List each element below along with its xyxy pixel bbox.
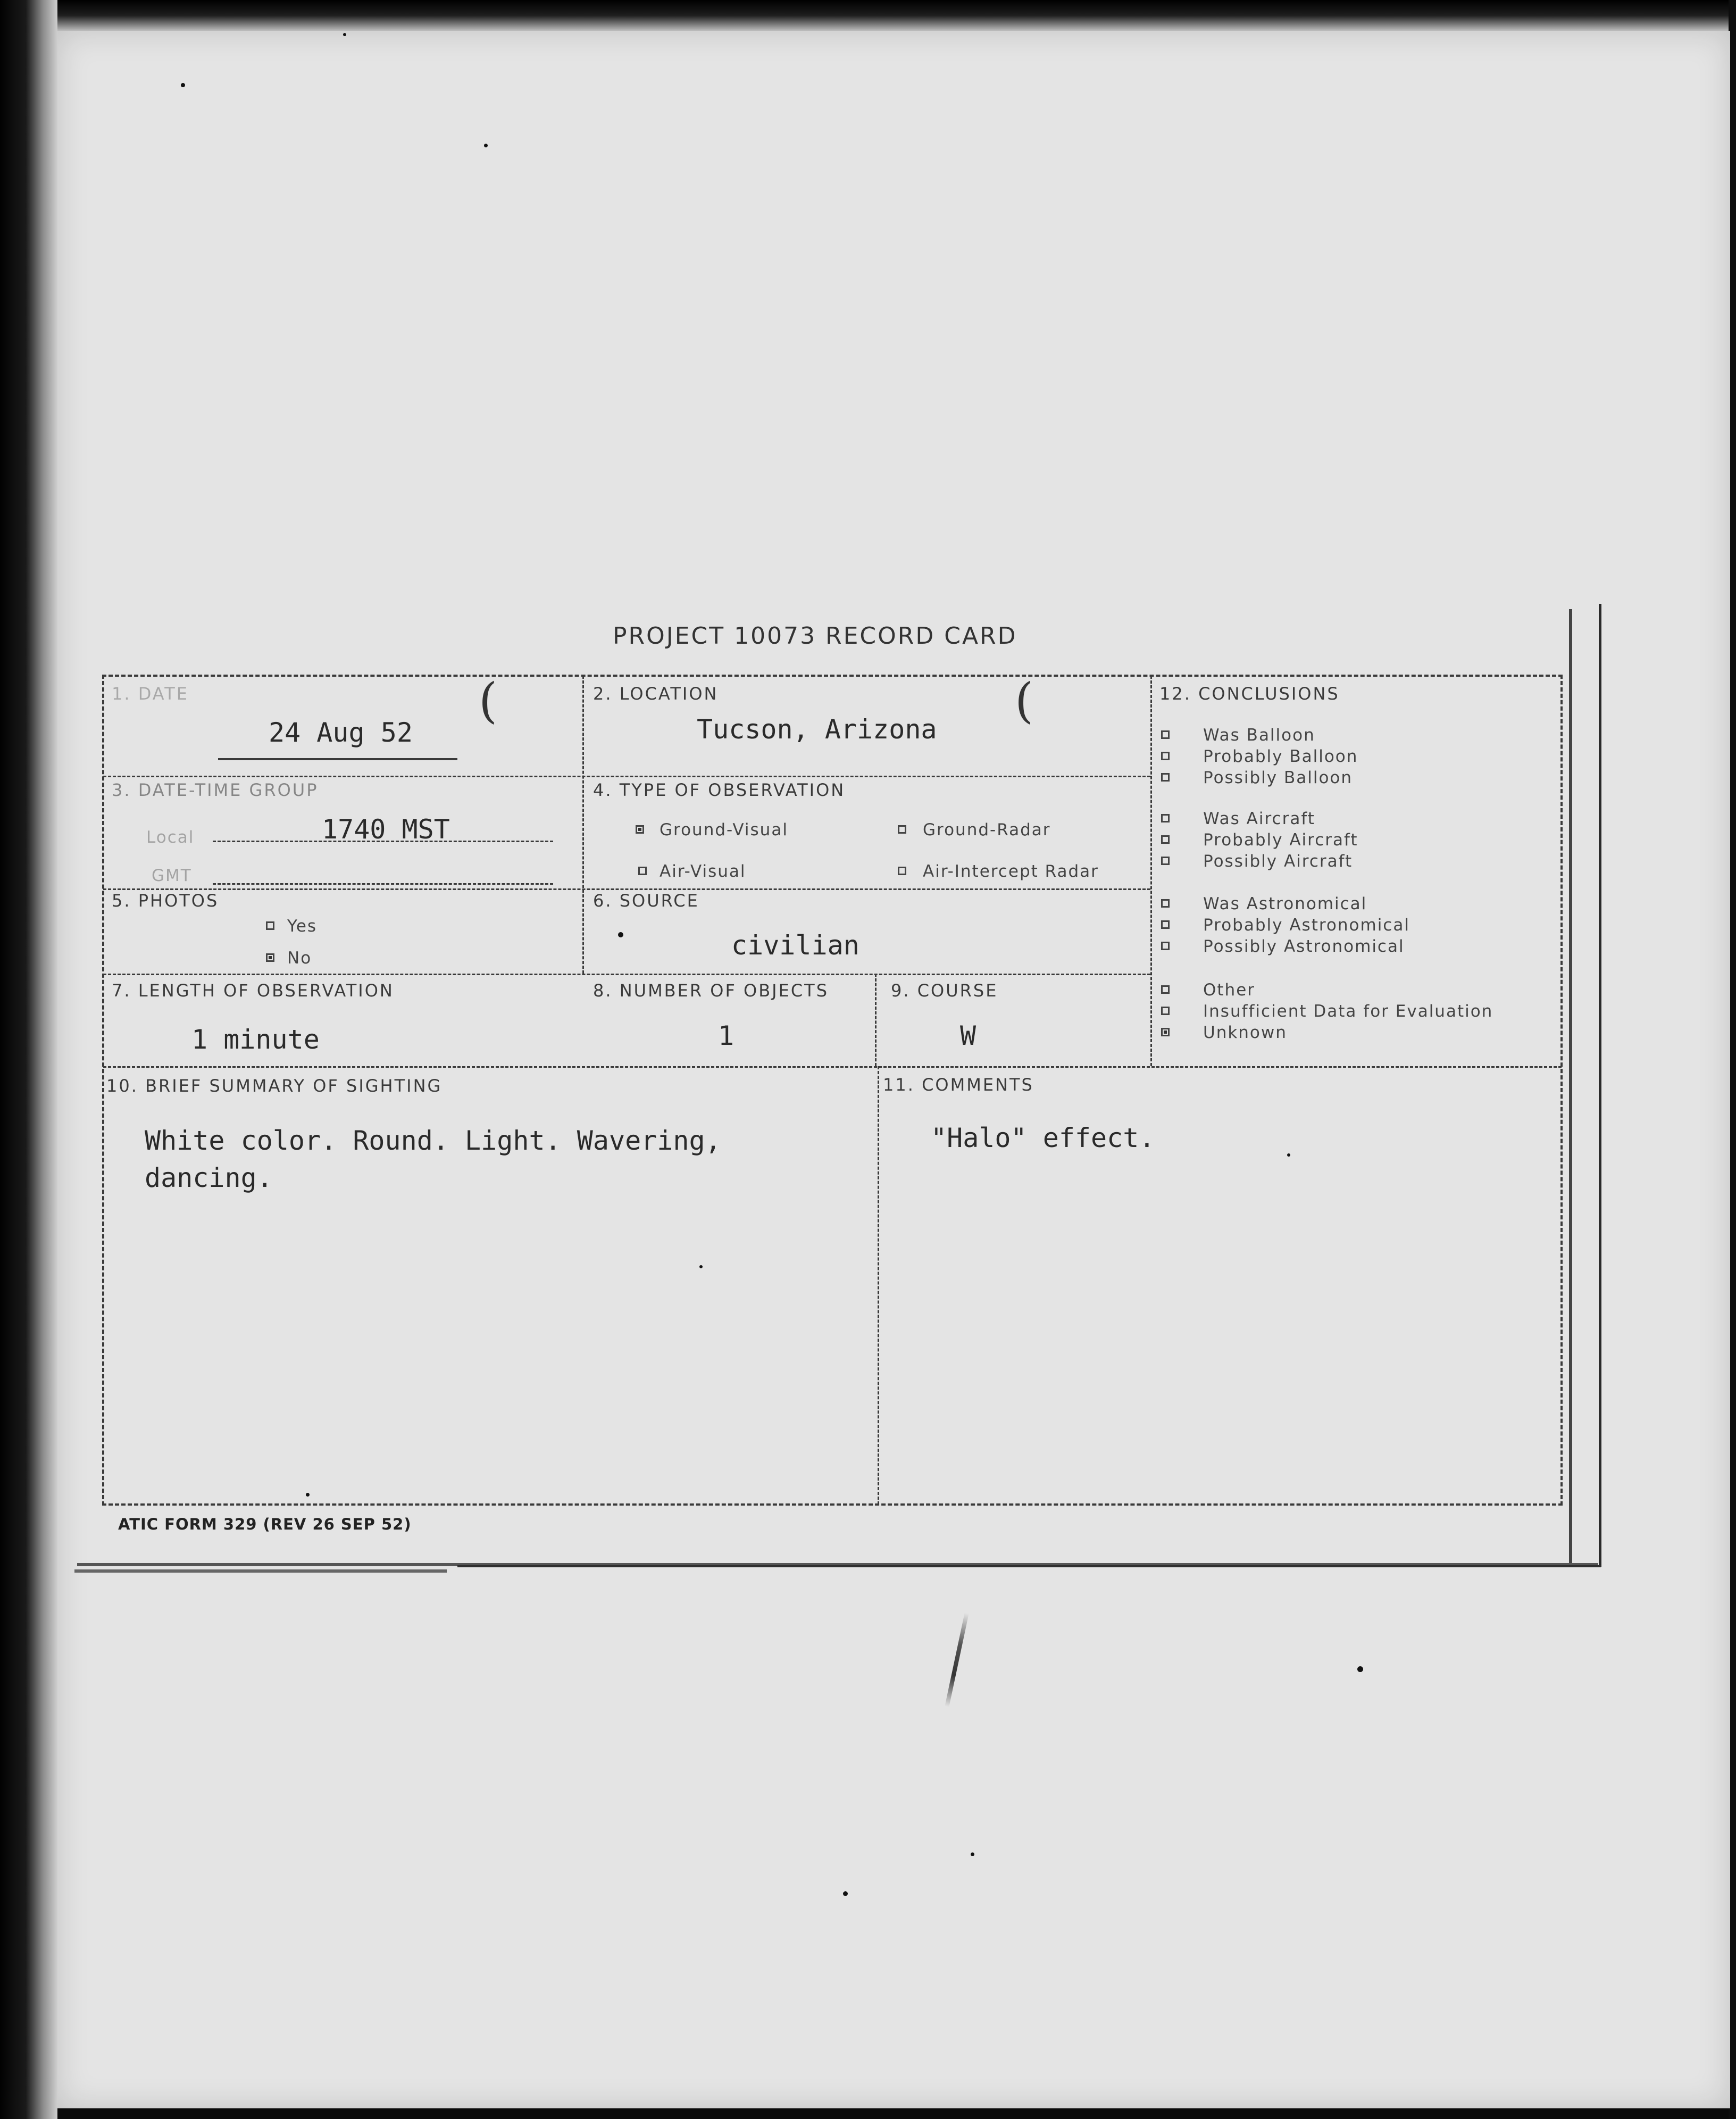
- paren-mark: (: [479, 673, 498, 729]
- course-label: 9. COURSE: [891, 980, 998, 1001]
- objects-value: 1: [718, 1020, 735, 1051]
- divider: [582, 676, 584, 974]
- divider: [103, 1066, 1562, 1068]
- checkbox-checked: [1161, 1028, 1170, 1036]
- conclusion-option: Probably Balloon: [1203, 747, 1358, 766]
- location-value: Tucson, Arizona: [697, 714, 937, 745]
- card-edge: [457, 1565, 1601, 1567]
- checkbox: [1161, 773, 1170, 782]
- conclusion-option: Probably Aircraft: [1203, 830, 1358, 850]
- checkbox: [898, 867, 906, 875]
- ink-dot: [306, 1493, 310, 1497]
- conclusion-option: Possibly Astronomical: [1203, 937, 1405, 956]
- checkbox: [898, 825, 906, 834]
- checkbox: [1161, 835, 1170, 844]
- location-label: 2. LOCATION: [593, 684, 719, 704]
- conclusion-option: Possibly Aircraft: [1203, 852, 1353, 871]
- dust-speck: [181, 83, 185, 87]
- conclusion-option: Was Balloon: [1203, 726, 1315, 745]
- card-edge: [74, 1569, 447, 1573]
- date-label: 1. DATE: [112, 684, 189, 704]
- checkbox: [1161, 985, 1170, 994]
- checkbox: [1161, 899, 1170, 908]
- conclusion-option: Other: [1203, 980, 1256, 1000]
- source-value: civilian: [731, 930, 859, 961]
- conclusion-option: Possibly Balloon: [1203, 768, 1353, 787]
- dtg-label: 3. DATE-TIME GROUP: [112, 780, 319, 800]
- dust-speck: [1357, 1666, 1363, 1672]
- dust-speck: [343, 33, 346, 36]
- date-value: 24 Aug 52: [269, 717, 413, 748]
- dtg-local-label: Local: [146, 828, 195, 847]
- length-label: 7. LENGTH OF OBSERVATION: [112, 980, 394, 1001]
- comments-value: "Halo" effect.: [931, 1123, 1155, 1153]
- summary-line-2: dancing.: [145, 1162, 273, 1193]
- checkbox: [1161, 920, 1170, 929]
- paren-mark: (: [1015, 673, 1034, 729]
- checkbox: [1161, 730, 1170, 739]
- conclusion-option: Insufficient Data for Evaluation: [1203, 1002, 1493, 1021]
- dust-speck: [971, 1852, 974, 1856]
- checkbox: [1161, 1007, 1170, 1015]
- checkbox: [1161, 857, 1170, 865]
- film-edge-top: [0, 0, 1736, 31]
- option-air-visual: Air-Visual: [660, 862, 746, 881]
- form-number: ATIC FORM 329 (REV 26 SEP 52): [118, 1515, 412, 1533]
- divider: [103, 776, 1150, 777]
- option-air-intercept-radar: Air-Intercept Radar: [923, 862, 1099, 881]
- card-edge: [1599, 604, 1601, 1567]
- conclusion-option: Probably Astronomical: [1203, 916, 1410, 935]
- dust-speck: [699, 1265, 703, 1268]
- dust-speck: [484, 144, 488, 147]
- checkbox: [266, 921, 274, 930]
- course-value: W: [960, 1020, 976, 1051]
- objects-label: 8. NUMBER OF OBJECTS: [593, 980, 829, 1001]
- dtg-gmt-underline: [213, 883, 553, 885]
- conclusion-option: Was Aircraft: [1203, 809, 1315, 828]
- checkbox-checked: [266, 953, 274, 962]
- dtg-local-value: 1740 MST: [322, 814, 450, 845]
- dust-speck: [843, 1891, 848, 1896]
- card-title: PROJECT 10073 RECORD CARD: [613, 622, 1017, 650]
- divider: [878, 1066, 879, 1505]
- length-value: 1 minute: [191, 1024, 320, 1055]
- ink-dot: [618, 932, 623, 937]
- option-ground-visual: Ground-Visual: [660, 820, 788, 840]
- option-ground-radar: Ground-Radar: [923, 820, 1051, 840]
- card-edge: [1569, 609, 1572, 1564]
- source-label: 6. SOURCE: [593, 891, 699, 911]
- summary-line-1: White color. Round. Light. Wavering,: [145, 1125, 721, 1156]
- checkbox: [1161, 752, 1170, 760]
- checkbox-checked: [636, 825, 644, 834]
- photos-label: 5. PHOTOS: [112, 891, 219, 911]
- divider: [1150, 676, 1152, 1066]
- photos-no: No: [287, 949, 312, 968]
- comments-label: 11. COMMENTS: [883, 1075, 1034, 1095]
- divider: [103, 888, 1150, 890]
- photos-yes: Yes: [287, 917, 318, 936]
- dtg-local-underline: [213, 841, 553, 842]
- conclusion-option: Unknown: [1203, 1023, 1287, 1042]
- dtg-gmt-label: GMT: [152, 866, 192, 885]
- checkbox: [638, 867, 647, 875]
- date-underline: [218, 758, 457, 760]
- conclusions-label: 12. CONCLUSIONS: [1159, 684, 1340, 704]
- dust-speck: [1287, 1153, 1290, 1157]
- checkbox: [1161, 814, 1170, 822]
- checkbox: [1161, 942, 1170, 950]
- film-edge-left: [0, 0, 57, 2119]
- conclusion-option: Was Astronomical: [1203, 894, 1367, 913]
- type-observation-label: 4. TYPE OF OBSERVATION: [593, 780, 846, 800]
- divider: [103, 974, 1150, 975]
- divider: [875, 974, 877, 1066]
- summary-label: 10. BRIEF SUMMARY OF SIGHTING: [106, 1076, 443, 1096]
